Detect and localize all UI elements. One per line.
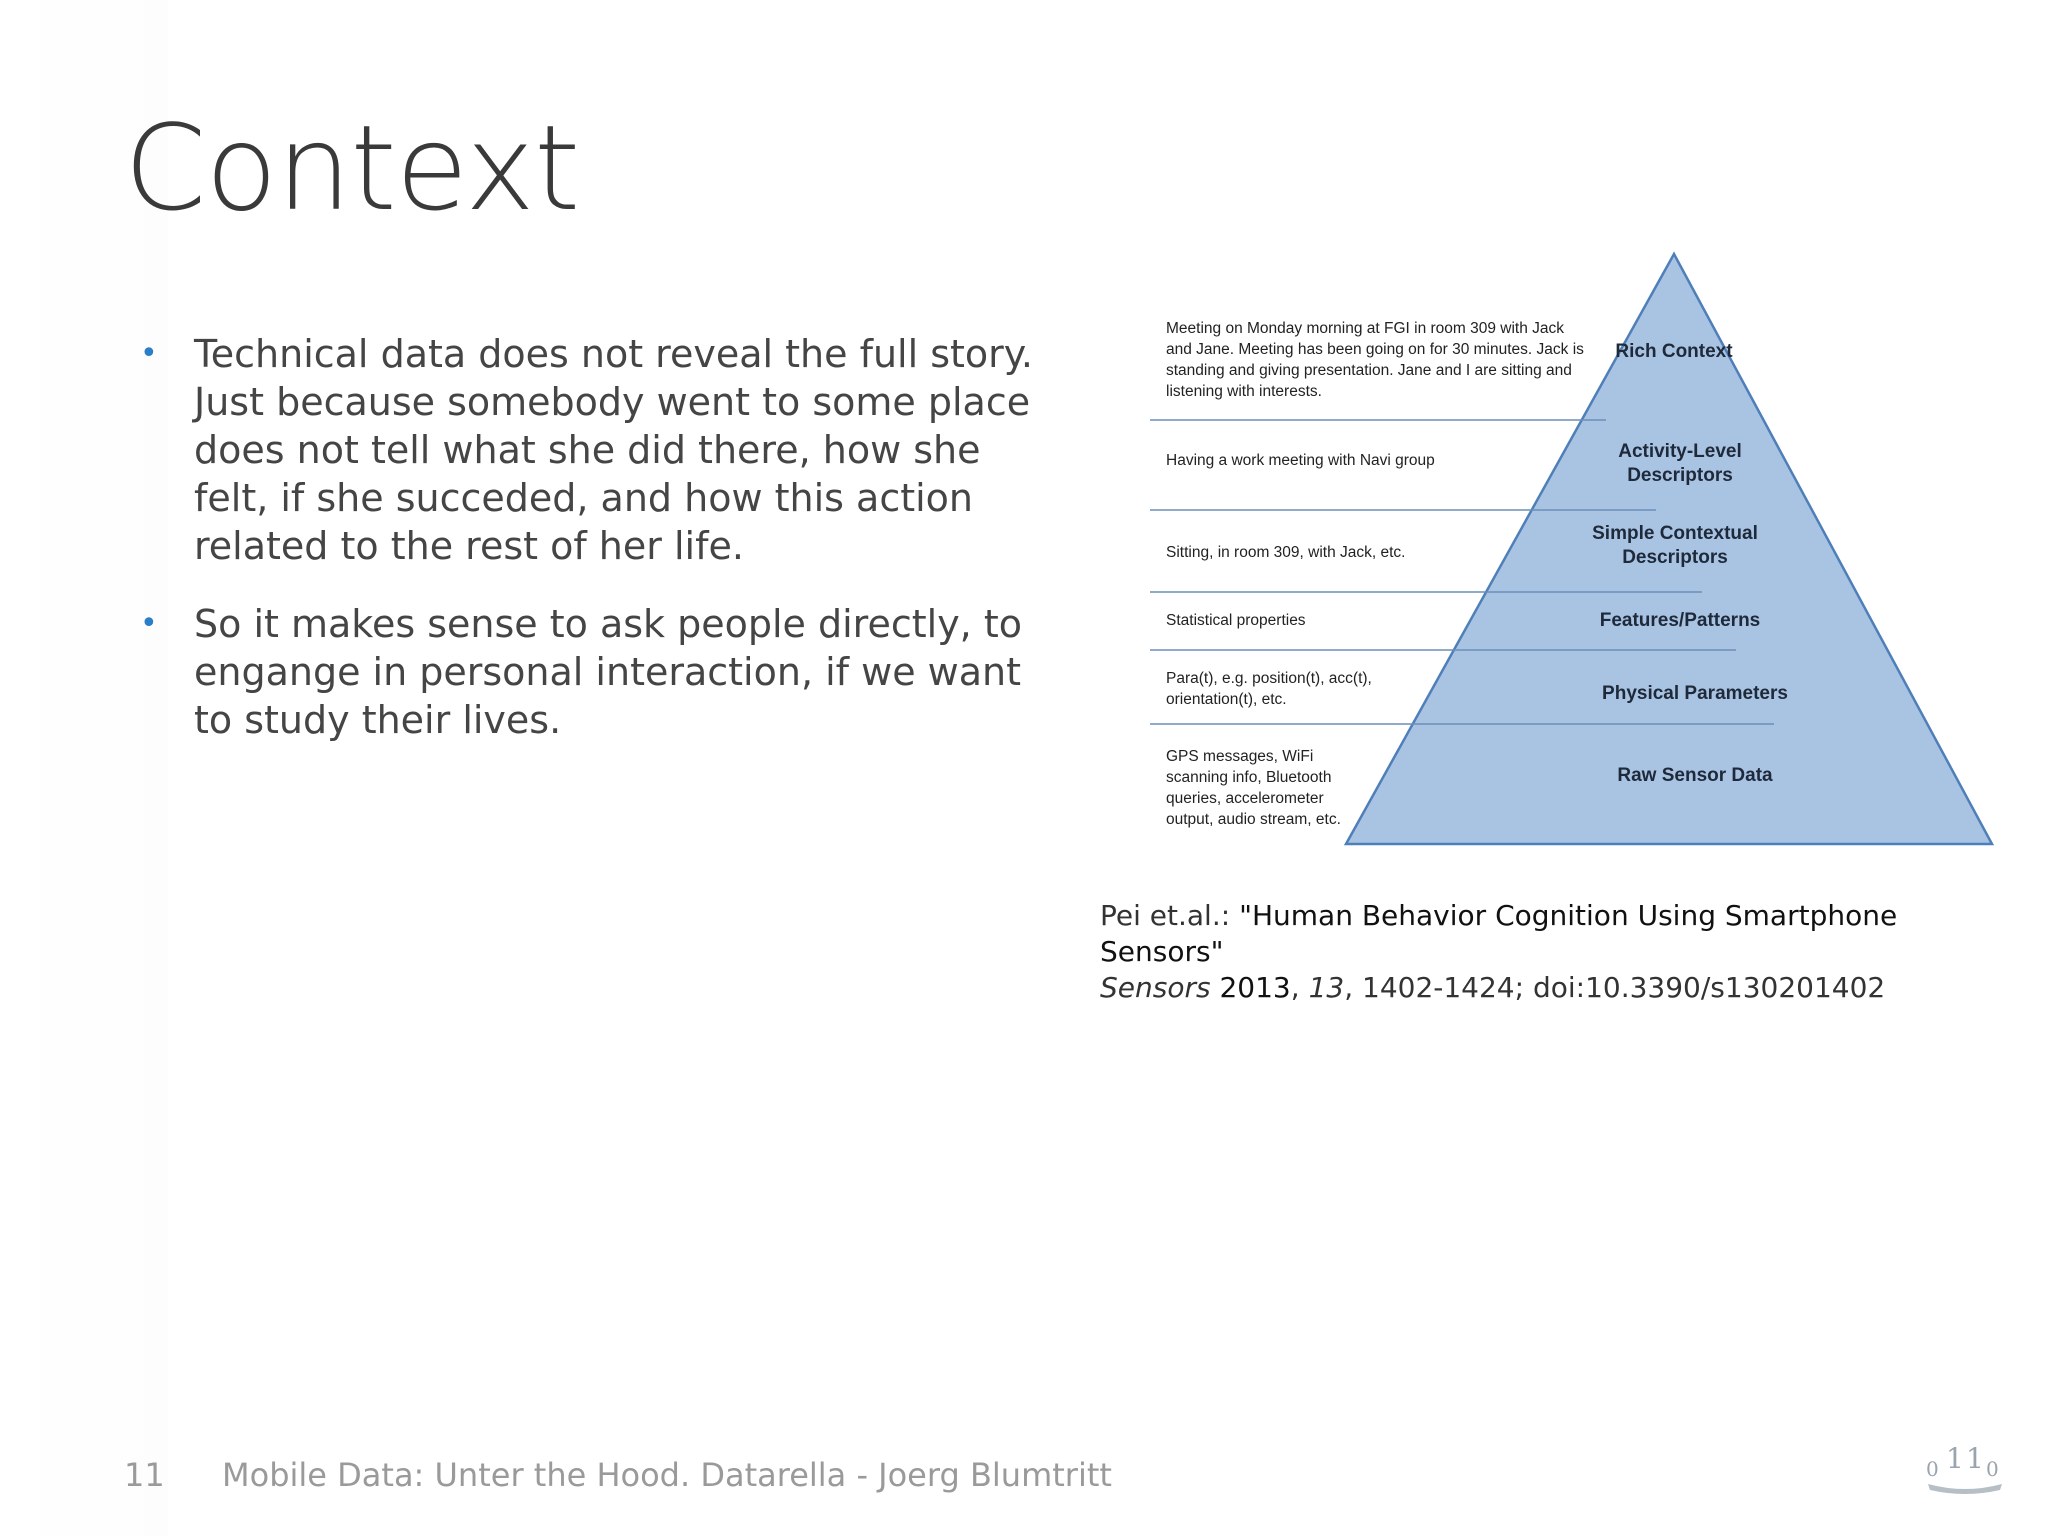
bullet-icon: • bbox=[140, 336, 158, 371]
bullet-item bbox=[136, 330, 1036, 570]
bullet-text: Technical data does not reveal the full story. Just because somebody went to some place does not tell what she did there, how she felt, if she succeded, and how this action related to the rest of her life. bbox=[194, 332, 1033, 568]
citation-year: 2013 bbox=[1219, 971, 1291, 1004]
bullet-icon: • bbox=[140, 606, 158, 641]
svg-text:1: 1 bbox=[1946, 1442, 1964, 1475]
level-description: Having a work meeting with Navi group bbox=[1166, 452, 1435, 469]
citation-volume: 13 bbox=[1308, 971, 1345, 1004]
context-pyramid-figure bbox=[1140, 250, 2000, 860]
bullet-text: So it makes sense to ask people directly, to engange in personal interaction, if we want to study their lives. bbox=[194, 602, 1022, 742]
footer-text: Mobile Data: Unter the Hood. Datarella - Joerg Blumtritt bbox=[222, 1456, 1112, 1494]
level-label: Activity-Level Descriptors bbox=[1618, 441, 1742, 486]
crown-logo-icon bbox=[1920, 1438, 2010, 1498]
level-description: Statistical properties bbox=[1166, 612, 1306, 629]
level-description: Para(t), e.g. position(t), acc(t), orientation(t), etc. bbox=[1166, 670, 1372, 708]
page-number: 11 bbox=[124, 1456, 165, 1494]
level-description: Meeting on Monday morning at FGI in room 309 with Jack and Jane. Meeting has been going on for 30 minutes. Jack is standing and giving presentation. Jane and I are sitting and listening with interests. bbox=[1166, 320, 1584, 400]
svg-text:0: 0 bbox=[1986, 1457, 1999, 1481]
level-label: Features/Patterns bbox=[1599, 610, 1761, 631]
level-label: Rich Context bbox=[1615, 341, 1733, 362]
citation: Pei et.al.: "Human Behavior Cognition Using Smartphone Sensors" Sensors 2013, 13, 1402-1424; doi:10.3390/s130201402 bbox=[1100, 899, 1898, 1004]
citation-authors: Pei et.al.: bbox=[1100, 899, 1240, 932]
level-label: Simple Contextual Descriptors bbox=[1592, 523, 1758, 568]
bullet-list bbox=[136, 330, 1036, 774]
citation-title: "Human Behavior Cognition Using Smartphone Sensors" bbox=[1100, 899, 1898, 968]
level-label: Physical Parameters bbox=[1602, 683, 1788, 704]
bullet-item bbox=[136, 600, 1036, 744]
level-label: Raw Sensor Data bbox=[1617, 765, 1773, 786]
citation-journal: Sensors bbox=[1100, 971, 1211, 1004]
slide-title: Context bbox=[124, 99, 580, 237]
level-description: GPS messages, WiFi scanning info, Bluetooth queries, accelerometer output, audio stream, etc. bbox=[1166, 748, 1341, 828]
citation-pages-doi: , 1402-1424; doi:10.3390/s130201402 bbox=[1344, 971, 1886, 1004]
svg-text:0: 0 bbox=[1926, 1457, 1939, 1481]
svg-text:1: 1 bbox=[1966, 1442, 1984, 1475]
level-description: Sitting, in room 309, with Jack, etc. bbox=[1166, 544, 1406, 561]
